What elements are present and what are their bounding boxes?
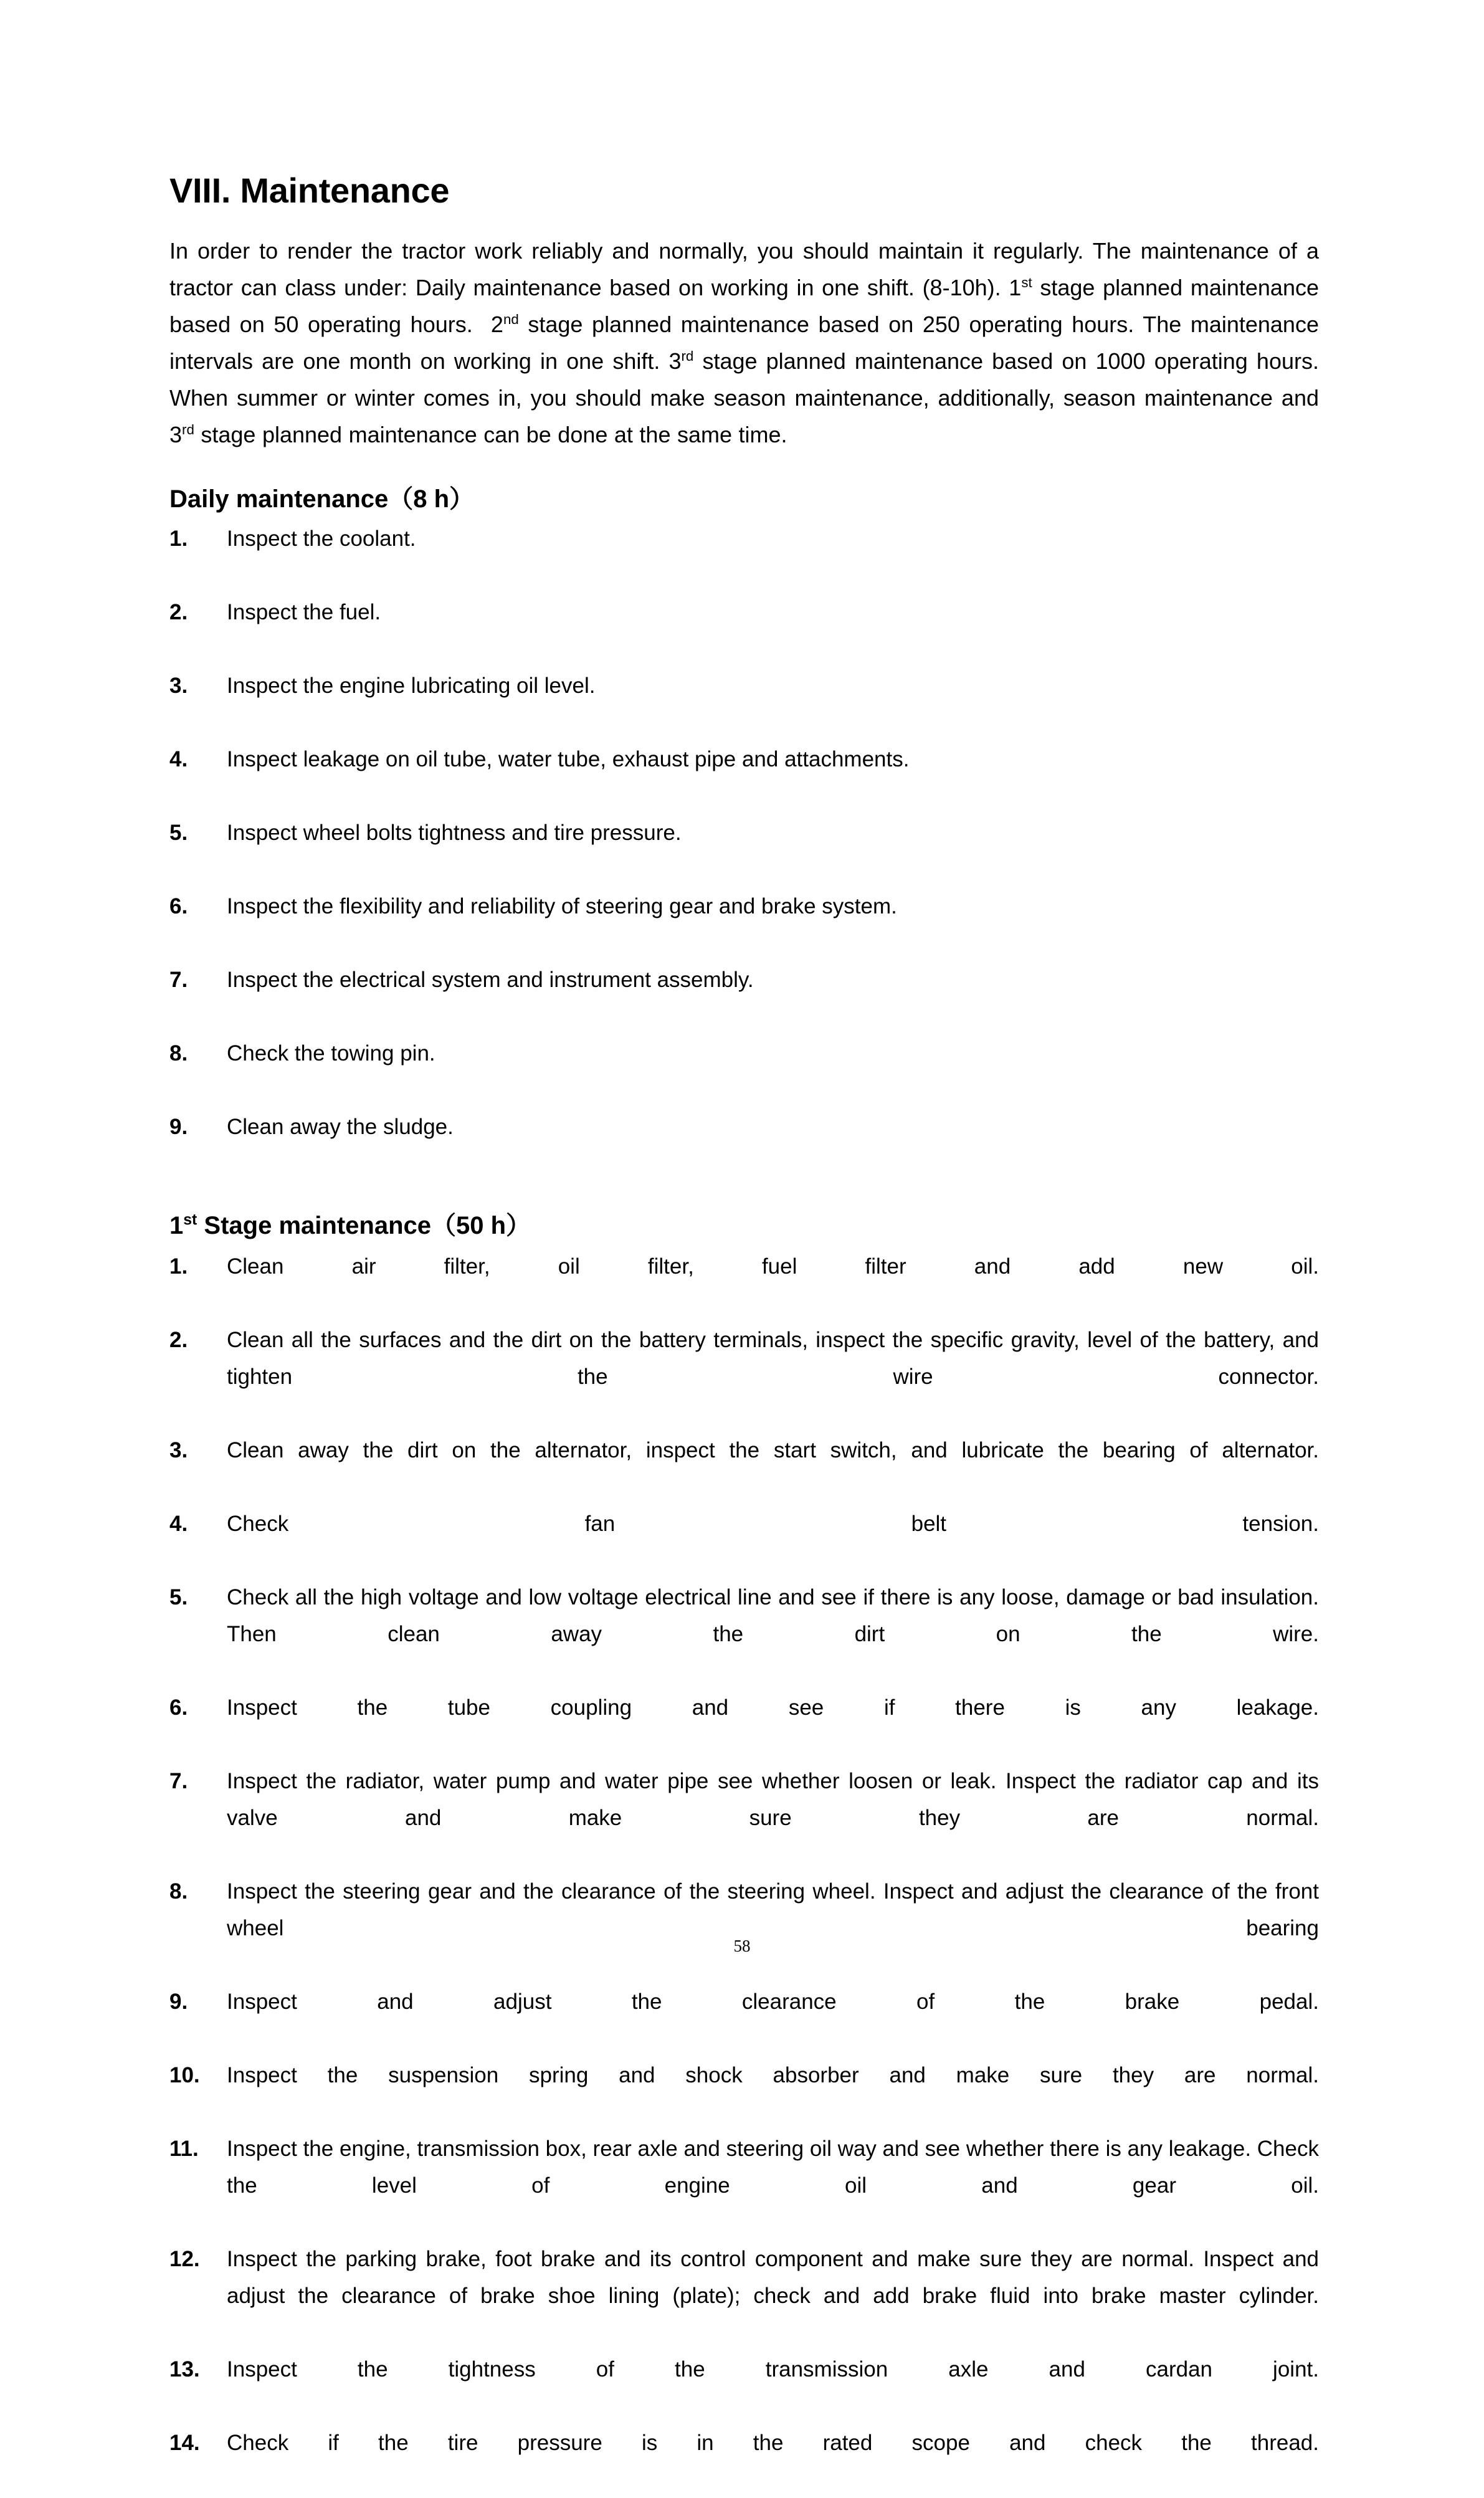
list-item	[169, 814, 1319, 888]
list-item-text: Inspect the tightness of the transmission axle and cardan joint.	[227, 2357, 1319, 2382]
list-item-text: Inspect the coolant.	[227, 527, 416, 551]
list-item-number: 4.	[169, 747, 188, 772]
list-item-number: 13.	[169, 2357, 200, 2382]
list-item	[169, 961, 1319, 1035]
intro-text-part-5: stage planned maintenance can be done at the same time.	[194, 422, 787, 448]
list-item	[169, 594, 1319, 667]
list-item	[169, 1505, 1319, 1579]
intro-text-part-1: In order to render the tractor work reliably and normally, you should maintain it regularly. The maintenance of a tractor can class under: Daily maintenance based on working in one shift. (8-10h). 1	[169, 238, 1319, 301]
list-item	[169, 1689, 1319, 1763]
list-item-text: Inspect the fuel.	[227, 600, 381, 625]
list-item	[169, 1983, 1319, 2057]
list-item-text: Inspect the engine, transmission box, rear axle and steering oil way and see whether there is any leakage. Check the level of engine oil and gear oil.	[227, 2137, 1319, 2198]
ordinal-suffix-3rd-a: rd	[681, 348, 694, 365]
list-item	[169, 1763, 1319, 1873]
ordinal-suffix-2nd: nd	[503, 312, 519, 328]
list-item-text: Inspect the parking brake, foot brake and its control component and make sure they are normal. Inspect and adjust the clearance of brake shoe lining (plate); check and add brake fluid into brake master cylinder.	[227, 2247, 1319, 2309]
ordinal-suffix-st: st	[183, 1211, 197, 1229]
list-item	[169, 2351, 1319, 2424]
list-item-number: 9.	[169, 1115, 188, 1140]
list-item-number: 12.	[169, 2247, 200, 2272]
list-item	[169, 667, 1319, 741]
list-item	[169, 520, 1319, 594]
list-item-number: 10.	[169, 2063, 200, 2088]
list-item-number: 14.	[169, 2431, 200, 2456]
list-item	[169, 2241, 1319, 2351]
list-item	[169, 2424, 1319, 2498]
stage1-maintenance-heading	[169, 1182, 1319, 1248]
list-item-text: Inspect the steering gear and the clearance of the steering wheel. Inspect and adjust the clearance of the front wheel bearing	[227, 1879, 1319, 1941]
list-item-text: Inspect the radiator, water pump and water pipe see whether loosen or leak. Inspect the radiator cap and its valve and make sure they are normal.	[227, 1769, 1319, 1831]
chapter-title: VIII. Maintenance	[169, 171, 450, 210]
list-item-number: 3.	[169, 674, 188, 698]
list-item-text: Inspect the suspension spring and shock absorber and make sure they are normal.	[227, 2063, 1319, 2088]
list-item-number: 5.	[169, 1585, 188, 1610]
intro-text-part-2: stage planned maintenance based on 50 operating hours. 2	[169, 275, 1319, 338]
list-item-text: Inspect leakage on oil tube, water tube, exhaust pipe and attachments.	[227, 747, 910, 772]
list-item-number: 5.	[169, 821, 188, 846]
daily-heading-label: Daily maintenance	[169, 485, 389, 513]
list-item-number: 8.	[169, 1041, 188, 1066]
list-item-text: Clean all the surfaces and the dirt on the battery terminals, inspect the specific gravity, level of the battery, and tighten the wire connector.	[227, 1328, 1319, 1390]
list-item-text: Inspect the electrical system and instrument assembly.	[227, 968, 754, 993]
list-item-number: 11.	[169, 2137, 199, 2162]
stage1-maintenance-list	[169, 1248, 1319, 2498]
daily-maintenance-heading	[169, 453, 1319, 520]
list-item-number: 9.	[169, 1990, 188, 2014]
ordinal-suffix-1st: st	[1021, 275, 1032, 291]
daily-heading-interval: （8 h）	[388, 485, 475, 513]
page-number: 58	[733, 1937, 751, 1955]
list-item	[169, 1035, 1319, 1108]
list-item	[169, 1579, 1319, 1689]
intro-text-part-4: stage planned maintenance based on 1000 operating hours. When summer or winter comes in, you should make season maintenance, additionally, season maintenance and 3	[169, 348, 1319, 448]
list-item-text: Clean away the sludge.	[227, 1115, 454, 1140]
list-item-number: 1.	[169, 527, 188, 551]
list-item-number: 6.	[169, 1695, 188, 1720]
list-item	[169, 741, 1319, 814]
list-item	[169, 1248, 1319, 1322]
list-item	[169, 1108, 1319, 1182]
ordinal-suffix-3rd-b: rd	[182, 422, 194, 438]
list-item	[169, 1432, 1319, 1505]
list-item-text: Check fan belt tension.	[227, 1512, 1319, 1537]
list-item	[169, 1322, 1319, 1432]
list-item-number: 8.	[169, 1879, 188, 1904]
list-item-number: 2.	[169, 1328, 188, 1353]
list-item-number: 3.	[169, 1438, 188, 1463]
list-item-text: Check if the tire pressure is in the rated scope and check the thread.	[227, 2431, 1319, 2456]
list-item	[169, 2057, 1319, 2130]
list-item-number: 6.	[169, 894, 188, 919]
list-item-text: Inspect the flexibility and reliability of steering gear and brake system.	[227, 894, 897, 919]
list-item-text: Inspect wheel bolts tightness and tire pressure.	[227, 821, 682, 846]
intro-text-part-3: stage planned maintenance based on 250 operating hours. The maintenance intervals are one month on working in one shift. 3	[169, 312, 1319, 374]
list-item-text: Inspect the tube coupling and see if there is any leakage.	[227, 1695, 1319, 1720]
list-item-text: Inspect and adjust the clearance of the brake pedal.	[227, 1990, 1319, 2014]
list-item-number: 7.	[169, 968, 188, 993]
list-item	[169, 1873, 1319, 1983]
list-item-text: Clean away the dirt on the alternator, inspect the start switch, and lubricate the bearing of alternator.	[227, 1438, 1319, 1463]
list-item-text: Inspect the engine lubricating oil level.	[227, 674, 596, 698]
stage1-heading-label: Stage maintenance	[197, 1212, 431, 1240]
list-item-text: Check all the high voltage and low voltage electrical line and see if there is any loose, damage or bad insulation. Then clean away the dirt on the wire.	[227, 1585, 1319, 1647]
list-item-number: 7.	[169, 1769, 188, 1794]
list-item-number: 1.	[169, 1254, 188, 1279]
intro-paragraph	[169, 211, 1319, 453]
daily-maintenance-list	[169, 520, 1319, 1182]
stage1-heading-interval: （50 h）	[431, 1212, 531, 1240]
list-item-number: 2.	[169, 600, 188, 625]
list-item-text: Clean air filter, oil filter, fuel filter and add new oil.	[227, 1254, 1319, 1279]
stage1-heading-number: 1	[169, 1212, 184, 1240]
list-item	[169, 888, 1319, 961]
list-item	[169, 2130, 1319, 2241]
page-content	[169, 0, 1319, 2498]
list-item-text: Check the towing pin.	[227, 1041, 435, 1066]
list-item-number: 4.	[169, 1512, 188, 1537]
